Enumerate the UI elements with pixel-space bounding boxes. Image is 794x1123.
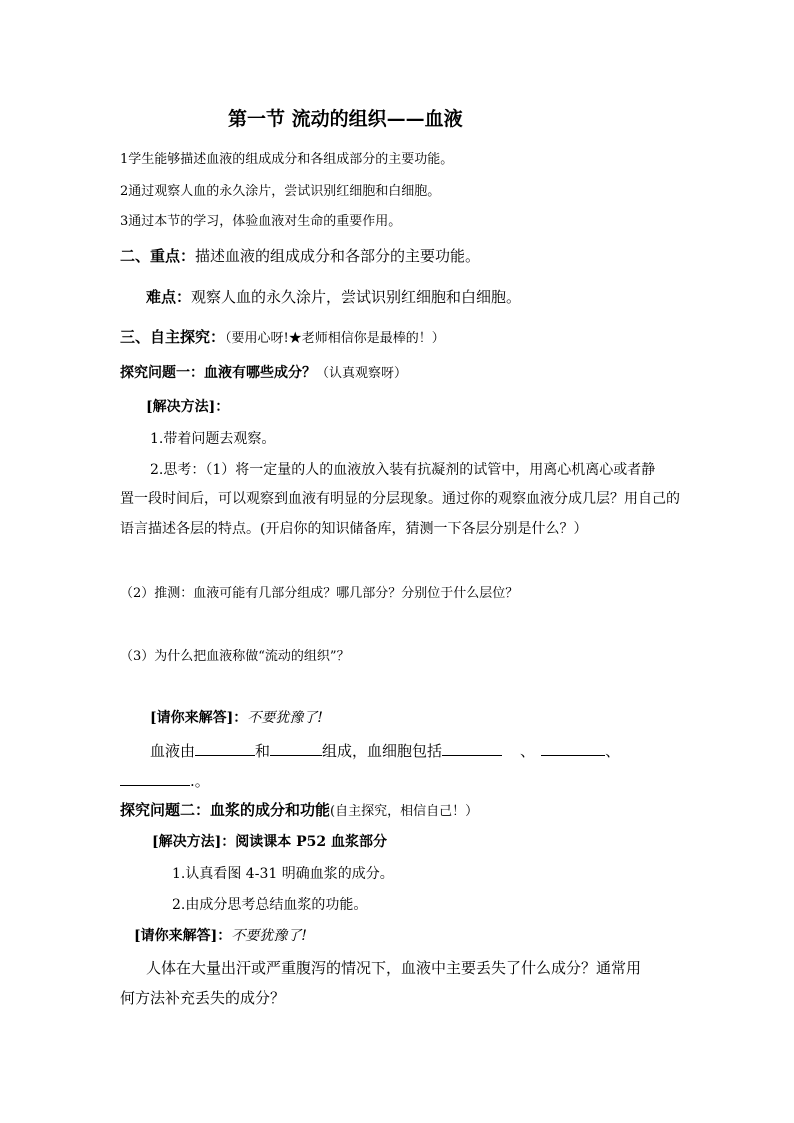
difficulty-text: 观察人血的永久涂片，尝试识别红细胞和白细胞。 <box>191 288 522 306</box>
objective-3: 3通过本节的学习，体验血液对生命的重要作用。 <box>120 214 402 229</box>
q1-sub-question-2: （2）推测：血液可能有几部分组成？哪几部分？分别位于什么层位？ <box>120 586 519 601</box>
key-point-text: 描述血液的组成成分和各部分的主要功能。 <box>195 247 481 265</box>
q2-method-text: 阅读课本 P52 血浆部分 <box>235 834 388 850</box>
q2-answer-heading <box>134 925 307 945</box>
q1-answer-label: [请你来解答]： <box>150 710 248 726</box>
fill-text-a: 血液由 <box>150 742 196 760</box>
fill-text-c: 组成，血细胞包括 <box>322 742 443 760</box>
q2-step-1: 1.认真看图 4-31 明确血浆的成分。 <box>172 866 394 882</box>
section-3-note: （要用心呀!★老师相信你是最棒的！） <box>225 331 445 346</box>
fill-text-b: 和 <box>255 742 271 760</box>
q1-answer-hint: 不要犹豫了! <box>247 710 323 726</box>
fill-in-line-2 <box>120 770 210 791</box>
blank-3[interactable] <box>442 742 502 756</box>
fill-in-line-1 <box>150 740 620 761</box>
key-point-label: 二、重点： <box>120 247 196 265</box>
q2-method <box>152 831 387 851</box>
blank-5[interactable] <box>120 772 190 786</box>
q1-step-2-line-3: 语言描述各层的特点。(开启你的知识储备库，猜测一下各层分别是什么？） <box>120 521 588 537</box>
blank-1[interactable] <box>195 742 255 756</box>
question-2-heading <box>120 799 478 820</box>
objective-2: 2通过观察人血的永久涂片，尝试识别红细胞和白细胞。 <box>120 184 441 199</box>
question-1-title: 探究问题一：血液有哪些成分？ <box>120 365 316 381</box>
question-1-note: （认真观察呀） <box>316 366 408 381</box>
question-1-heading <box>120 362 407 382</box>
difficulty-label: 难点： <box>146 288 192 306</box>
page-title: 第一节 流动的组织——血液 <box>228 108 463 130</box>
q2-question-line-2: 何方法补充丢失的成分？ <box>120 989 286 1007</box>
q2-question-line-1: 人体在大量出汗或严重腹泻的情况下，血液中主要丢失了什么成分？通常用 <box>146 959 642 977</box>
question-2-note: (自主探究，相信自己！） <box>330 804 479 819</box>
q2-method-label: [解决方法]： <box>152 834 236 850</box>
q1-step-1: 1.带着问题去观察。 <box>150 431 276 447</box>
q2-step-2: 2.由成分思考总结血浆的功能。 <box>172 897 368 913</box>
difficulty <box>146 286 521 307</box>
q2-answer-hint: 不要犹豫了! <box>231 928 307 944</box>
fill-text-d: 、 <box>520 742 536 760</box>
blank-4[interactable] <box>541 742 605 756</box>
q2-answer-label: [请你来解答]： <box>134 928 232 944</box>
q1-step-2-line-2: 置一段时间后，可以观察到血液有明显的分层现象。通过你的观察血液分成几层？用自己的 <box>120 491 680 507</box>
key-point <box>120 245 480 266</box>
q1-step-2-line-1: 2.思考：（1）将一定量的人的血液放入装有抗凝剂的试管中，用离心机离心或者静 <box>150 462 656 478</box>
q1-method-label: [解决方法]： <box>146 399 230 415</box>
question-2-title: 探究问题二：血浆的成分和功能 <box>120 801 331 819</box>
section-3-label: 三、自主探究： <box>120 328 226 346</box>
q1-sub-question-3: （3）为什么把血液称做“流动的组织”？ <box>120 649 350 664</box>
section-3-heading <box>120 326 445 347</box>
blank-2[interactable] <box>270 742 322 756</box>
fill-text-e: 、 <box>605 742 621 760</box>
fill-text-f: .。 <box>190 772 210 790</box>
objective-1: 1学生能够描述血液的组成成分和各组成部分的主要功能。 <box>120 152 454 167</box>
q1-answer-heading <box>150 707 323 727</box>
